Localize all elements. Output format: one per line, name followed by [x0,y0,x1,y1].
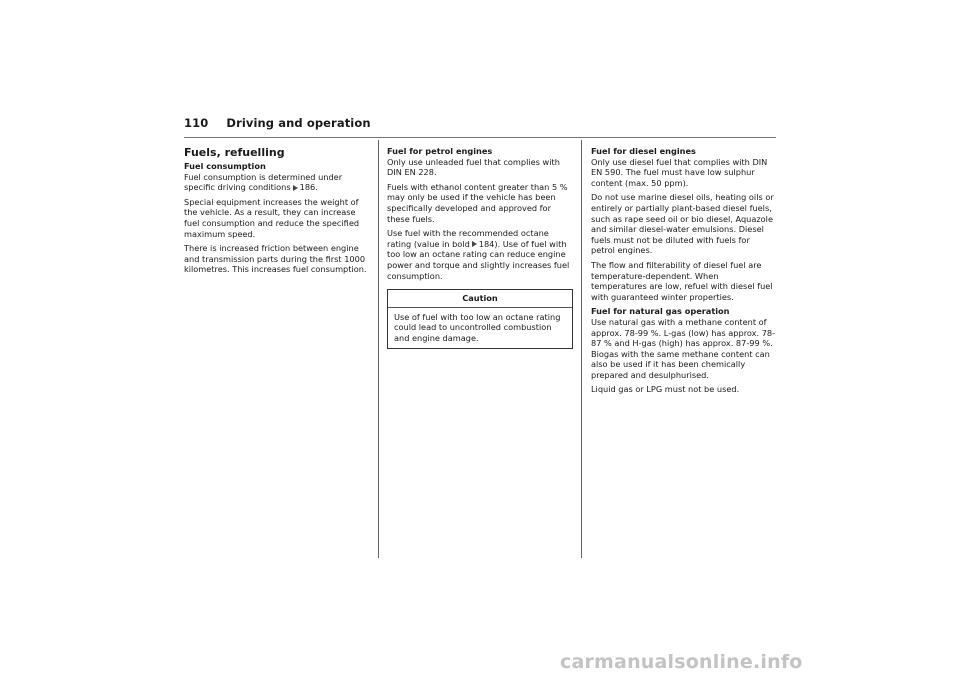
page-header [184,116,371,130]
diesel-subheading: Fuel for diesel engines [591,146,696,156]
natural-gas-subheading: Fuel for natural gas operation [591,306,730,317]
caution-title: Caution [388,290,572,308]
octane-text: Use fuel with the recommended octane rating (value in bold [387,228,549,249]
page-reference-arrow-icon [293,185,298,191]
fuel-consumption-subheading: Fuel consumption [184,161,266,171]
natural-gas-text: Use natural gas with a methane content of approx. 78-99 %. L-gas (low) has approx. 78-87 % and H-gas (high) has approx. 87-99 %. Biogas with the same methane content can also be used if it has been chemically prepared and desulphurised. [591,316,776,380]
header-rule [184,137,776,138]
page-reference-link[interactable]: 186. [299,182,318,193]
special-equipment-paragraph: Special equipment increases the weight of the vehicle. As a result, they can increase fuel consumption and reduce the specified maximum speed. [184,196,360,239]
diesel-p1 [591,146,776,188]
fuel-consumption-p1 [184,161,369,193]
column-1 [184,146,369,279]
column-divider-2 [581,140,582,558]
friction-paragraph: There is increased friction between engine and transmission parts during the first 1000 kilometres. This increases fuel consumption. [184,243,367,275]
petrol-text: Only use unleaded fuel that complies with DIN EN 228. [387,156,560,178]
caution-body: Use of fuel with too low an octane rating could lead to uncontrolled combustion and engine damage. [394,311,561,343]
diesel-text: Only use diesel fuel that complies with DIN EN 590. The fuel must have low sulphur content (max. 50 ppm). [591,156,768,188]
watermark: carmanualsonline.info [560,651,803,673]
petrol-subheading: Fuel for petrol engines [387,146,493,156]
column-divider-1 [378,140,379,558]
petrol-p1 [387,146,572,178]
section-heading: Fuels, refuelling [184,146,285,159]
octane-reference-text: 184). Use of fuel with too low an octane rating can reduce engine power and torque and slightly increases fuel consumption. [387,238,570,281]
page-reference-arrow-icon [472,241,477,247]
natural-gas-p1 [591,306,776,380]
section-title: Driving and operation [226,116,371,130]
marine-diesel-paragraph: Do not use marine diesel oils, heating oils or entirely or partially plant-based diesel fuels, such as rape seed oil or bio diesel, Aquazole and similar diesel-water emulsions. Diesel fuels must not be diluted with fuels for petrol engines. [591,192,774,256]
column-2 [387,146,572,349]
winter-diesel-paragraph: The flow and filterability of diesel fuel are temperature-dependent. When temperatures are low, refuel with diesel fuel with guaranteed winter properties. [591,259,773,302]
caution-box [387,289,573,348]
fuel-consumption-text: Fuel consumption is determined under specific driving conditions [184,171,343,193]
ethanol-paragraph: Fuels with ethanol content greater than 5 % may only be used if the vehicle has been specifically developed and approved for these fuels. [387,181,568,224]
page-number: 110 [184,116,209,130]
octane-paragraph [387,228,572,281]
lpg-paragraph: Liquid gas or LPG must not be used. [591,384,740,395]
column-3 [591,146,776,399]
